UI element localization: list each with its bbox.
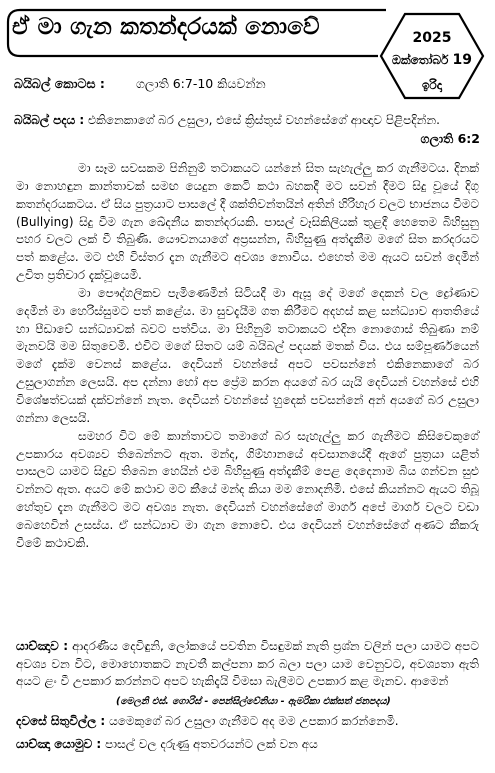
prayer-focus bbox=[16, 737, 318, 752]
bible-verse-label: බයිබල් පදය : bbox=[14, 113, 85, 127]
prayer bbox=[16, 638, 479, 691]
date-month: ඔක්තෝබර් bbox=[391, 53, 449, 67]
thought-for-day bbox=[16, 714, 399, 729]
prayer-focus-text: පාසල් වල දරුණු අතවරයන්ට ලක් වන අය bbox=[105, 737, 318, 751]
date-weekday: ඉරිදා bbox=[421, 78, 443, 92]
bible-verse bbox=[14, 111, 480, 130]
body-paragraph: සමහර විට මේ කාන්තාවට තමාගේ බර සැහැල්ලු කර ගැනීමට කිසිවෙකුගේ උපකාරය අවශ්‍යව තිබෙන්නට ඇත. මන්ද, ගිම්හානයේ අවසානයේදී ඇගේ පුත්‍රයා යළිත් පාසලට යාමට සිදුව තිබෙන හෙයින් එම බිහිසුණු අත්දැකීම් පෙළ දෙදෙනාම බිය ගන්වන සුළු වන්නට ඇත. අයට මේ කථාව මට කීයේ මන්ද කියා මම නොදනිමි. එසේ කියන්නට ඇයට තිබූ හේතුව දැන ගැනීමට මට අවශ්‍ය නැත. දෙවියන් වහන්සේගේ මාර්ග අපේ මාර්ග වලට වඩා බෙහෙවින් උසස්ය. ඒ සන්ධ්‍යාව මා ගැන නොවේ. එය දෙවියන් වහන්සේගේ අණට කීකරු වීමේ කථාවකි. bbox=[16, 428, 479, 550]
date-badge bbox=[377, 10, 487, 102]
date-month-day bbox=[377, 52, 487, 68]
prayer-focus-label: යාච්ඤා යොමුව : bbox=[16, 737, 102, 751]
thought-label: දවසේ සිතුවිල්ල : bbox=[16, 714, 106, 728]
prayer-label: යාච්ඤාව : bbox=[16, 639, 69, 653]
bible-reading-value: ගලාති 6:7-10 කියවන්න bbox=[135, 76, 266, 91]
page-title: ඒ මා ගැන කතන්දරයක් නොවේ bbox=[12, 14, 320, 40]
thought-text: යමෙකුගේ බර උසුලා ගැනීමට අද මම උපකාර කරන්නෙමි. bbox=[109, 714, 399, 728]
date-year: 2025 bbox=[412, 30, 452, 46]
bible-verse-reference: ගලාති 6:2 bbox=[420, 131, 480, 146]
body-paragraph: මා පෞද්ගලිකව පැමිණෙමින් සිටියදී මා ඇසූ දේ මගේ දෙකන් වල ද්‍රෝණාව දෙමින් මා හෙරිස්සුමට පත් කළේය. මා සුවදැයීම ගත කිරීමට අදහස් කළ සන්ධ්‍යාව ආතතියේ හා පීඩාවේ සන්ධ්‍යාවක් බවට පත්විය. මා පිහිනුම් තටාකයට එදින නොගොස් තිබුණා නම් මැනවයි මම සිතුවෙමි. එවිට මගේ සිතට යම් බයිබල් පදයක් මතක් විය. එය සම්පූර්ණයෙන් මගේ දැක්ම වෙනස් කළේය. දෙවියන් වහන්සේ අපට පවසන්නේ එකිනෙකාගේ බර උසුලාගන්න ලෙසයි. අප දන්නා හෝ අප ප්‍රේම කරන අයගේ බර යැයි දෙවියන් වහන්සේ එහි විශේෂත්වයක් දක්වන්නේ නැත. දෙවියන් වහන්සේ හුදෙක් පවසන්නේ අන් අයගේ බර උසුලා ගන්නා ලෙසයි. bbox=[16, 285, 479, 425]
bible-verse-text: එකිනෙකාගේ බර උසුලා, එසේ ක්‍රිස්තුස් වහන්සේගේ ආඥාව පිළිපදින්න. bbox=[88, 113, 440, 127]
body-paragraph: මා සෑම සවසකම පිනිනුම් තටාකයට යන්නේ සිත සැහැල්ලු කර ගැනීමටය. දිනක් මා නොහඳුන කාන්තාවක් සමඟ යෙදුන කෙටි කථා බහකදී මට සවන් දීමට සිදු වූයේ දිගු කතන්දරයකටය. ඒ සිය පුත්‍රයාට පාසලේ දී ශක්තිවන්තයින් අතින් හිරිහැර වලට භාජනය වීමට (Bullying) සිදු වීම ගැන ඛේදනීය කතන්දරයකි. පාසල් වෑසිකිලියක් තුළදී හෙතෙම බිහිසුනු පහර වලට ලක් වී තිබුණි. යෞවනයාගේ අප්‍රසන්න, බිහිසුණු අත්දැකීම මගේ සිත කරදරයට පත් කළේය. මට එහි විස්තර දැන ගැනීමට අවශ්‍ය නොවීය. එහෙත් මම ඇයට සවන් දෙමින් උචිත ප්‍රතිචාර දැක්වූයෙමි. bbox=[16, 161, 479, 283]
bible-reading-label: බයිබල් කොටස : bbox=[14, 76, 105, 91]
prayer-text: ආදරණීය දෙවිඳුනි, ලෝකයේ පවතින විසඳුමක් නැති ප්‍රශ්න වලින් පලා යාමට අපට අවශ්‍ය වන විට, මොහොතකට නැවතී කල්පනා කර බලා පලා යාම වෙනුවට, අවශ්‍යතා ඇති අයට ළං වී උපකාර කරන්නට අපට හැකිදැයි විමසා බැලීමට උපකාර කළ මැනව. ආමෙන් bbox=[16, 639, 479, 688]
devotional-body bbox=[16, 160, 479, 553]
author-credit: (මෙලනි එස්. ගොරිස් - පෙන්සිල්වේනියා - ඇමරිකා එක්සත් ජනපදය) bbox=[116, 696, 391, 707]
bible-reading bbox=[14, 76, 266, 92]
date-day-number: 19 bbox=[452, 52, 472, 68]
